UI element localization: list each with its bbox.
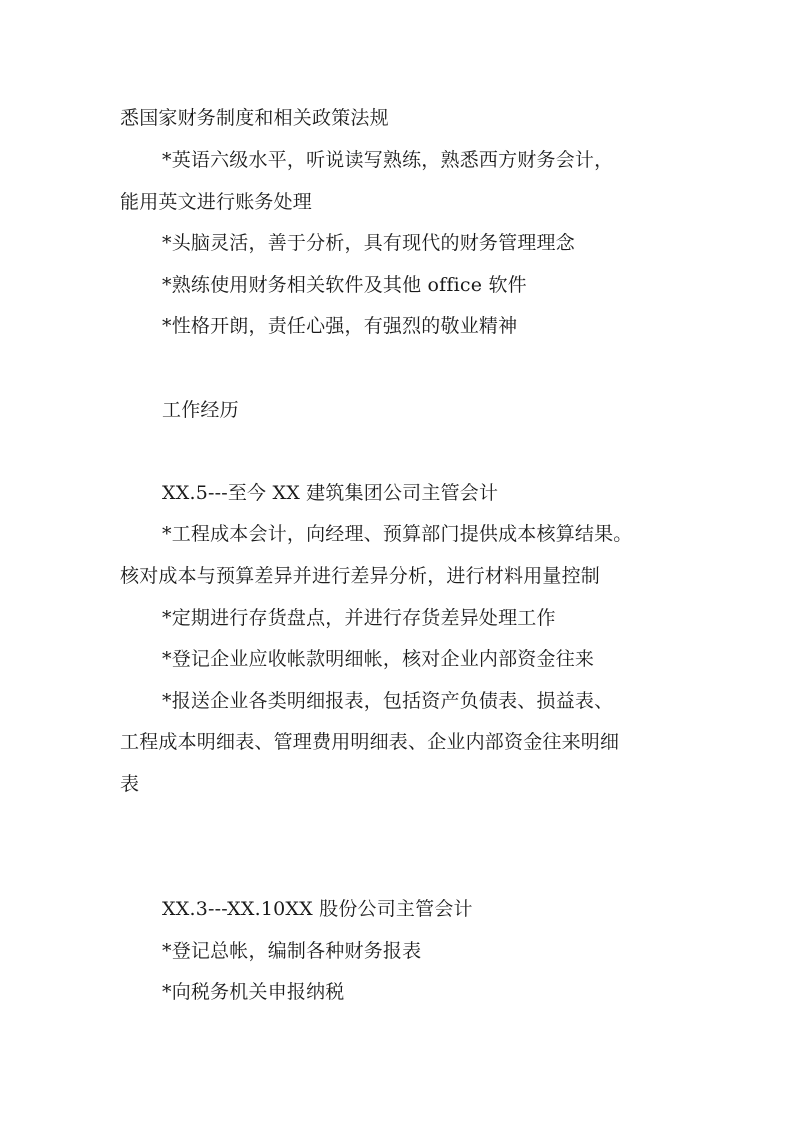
skills-line: 能用英文进行账务处理 <box>120 191 313 213</box>
skills-line: *头脑灵活，善于分析，具有现代的财务管理理念 <box>162 232 575 254</box>
skills-line: *熟练使用财务相关软件及其他 office 软件 <box>162 274 527 296</box>
job-duty-line: 表 <box>120 773 140 795</box>
job-duty-line: *报送企业各类明细报表，包括资产负债表、损益表、 <box>162 690 614 712</box>
skills-line: *英语六级水平，听说读写熟练，熟悉西方财务会计， <box>162 149 614 171</box>
job-duty-line: *登记总帐，编制各种财务报表 <box>162 940 422 962</box>
job-title: XX.3---XX.10XX 股份公司主管会计 <box>162 898 473 920</box>
skills-line: *性格开朗，责任心强，有强烈的敬业精神 <box>162 315 518 337</box>
job-duty-line: *登记企业应收帐款明细帐，核对企业内部资金往来 <box>162 648 595 670</box>
job-duty-line: *向税务机关申报纳税 <box>162 981 345 1003</box>
job-duty-line: *工程成本会计，向经理、预算部门提供成本核算结果。 <box>162 523 633 545</box>
job-duty-line: *定期进行存货盘点，并进行存货差异处理工作 <box>162 607 556 629</box>
job-duty-line: 工程成本明细表、管理费用明细表、企业内部资金往来明细 <box>120 731 620 753</box>
job-duty-line: 核对成本与预算差异并进行差异分析，进行材料用量控制 <box>120 565 601 587</box>
section-heading: 工作经历 <box>162 399 239 421</box>
skills-line: 悉国家财务制度和相关政策法规 <box>120 107 389 129</box>
job-title: XX.5---至今 XX 建筑集团公司主管会计 <box>162 482 499 504</box>
